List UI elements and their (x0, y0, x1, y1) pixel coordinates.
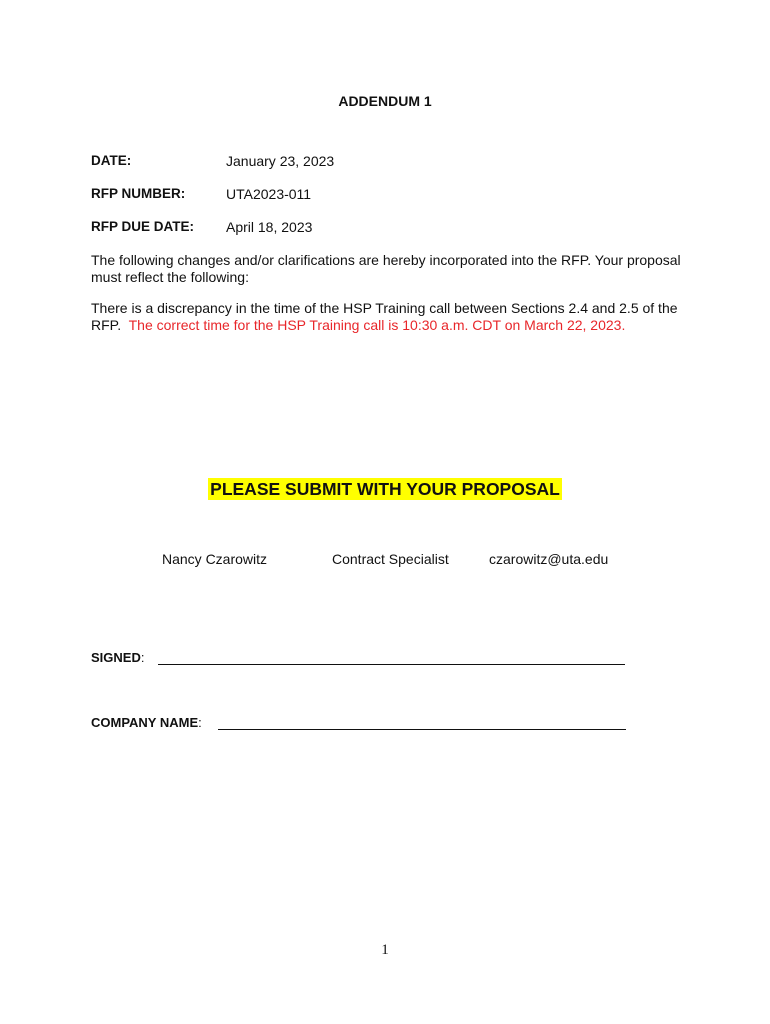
company-name-row (91, 715, 202, 730)
contact-email: czarowitz@uta.edu (489, 551, 609, 567)
correction-text: The correct time for the HSP Training call is 10:30 a.m. CDT on March 22, 2023. (128, 317, 626, 333)
company-name-line[interactable] (218, 729, 626, 730)
company-name-label: COMPANY NAME (91, 715, 199, 730)
rfp-due-date-label: RFP DUE DATE: (91, 219, 195, 234)
contact-name: Nancy Czarowitz (162, 551, 268, 567)
date-value: January 23, 2023 (226, 153, 335, 169)
page-number: 1 (381, 942, 389, 958)
contact-title: Contract Specialist (332, 551, 449, 567)
signed-label: SIGNED (91, 650, 141, 665)
signed-colon: : (140, 650, 145, 665)
rfp-number-label: RFP NUMBER: (91, 186, 186, 201)
submit-notice (0, 479, 770, 500)
document-title: ADDENDUM 1 (338, 93, 432, 109)
submit-notice-highlight: PLEASE SUBMIT WITH YOUR PROPOSAL (210, 479, 560, 499)
signed-row (91, 650, 144, 665)
discrepancy-paragraph (91, 300, 691, 334)
date-label: DATE: (91, 153, 132, 168)
discrepancy-text: There is a discrepancy in the time of the HSP Training call between Sections 2.4 and 2.5 of the RFP. (91, 300, 678, 333)
rfp-due-date-value: April 18, 2023 (226, 219, 313, 235)
intro-paragraph: The following changes and/or clarifications are hereby incorporated into the RFP. Your proposal must reflect the following: (91, 252, 681, 285)
rfp-number-value: UTA2023-011 (226, 186, 312, 202)
company-name-colon: : (198, 715, 202, 730)
signed-line[interactable] (158, 664, 625, 665)
